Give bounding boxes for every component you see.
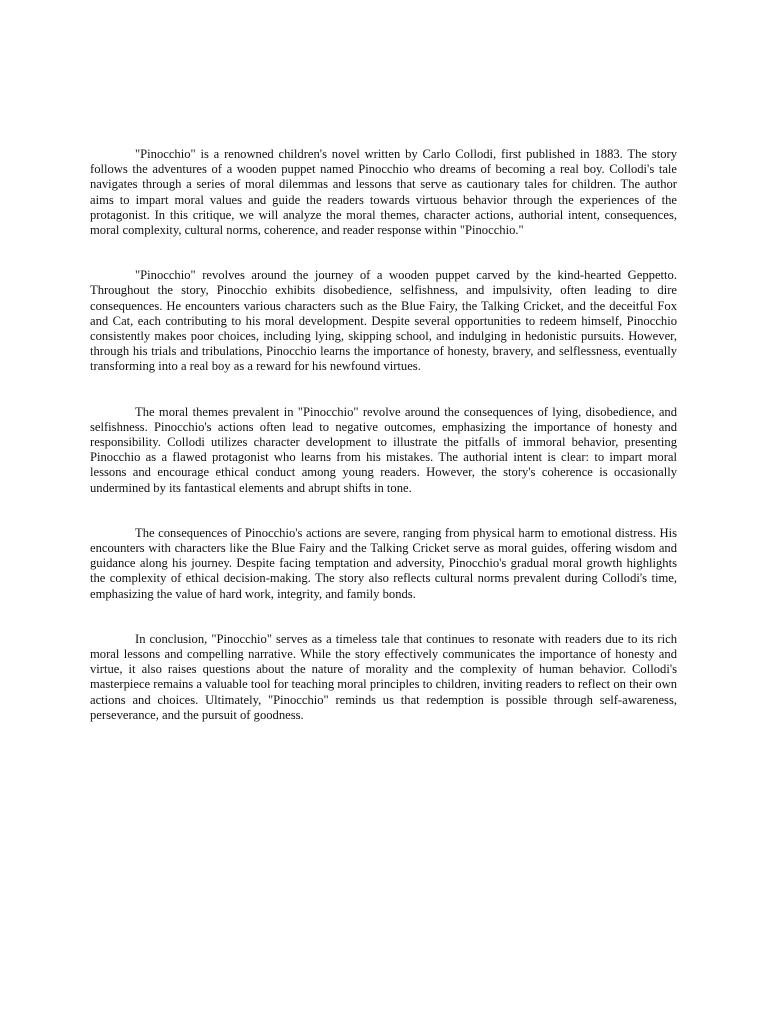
paragraph-consequences: The consequences of Pinocchio's actions are severe, ranging from physical harm to emotional distress. His encounters with characters like the Blue Fairy and the Talking Cricket serve as moral guides, offering wisdom and guidance along his journey. Despite facing temptation and adversity, Pinocchio's gradual moral growth highlights the complexity of ethical decision-making. The story also reflects cultural norms prevalent during Collodi's time, emphasizing the value of hard work, integrity, and family bonds.: [90, 525, 677, 601]
paragraph-introduction: "Pinocchio" is a renowned children's novel written by Carlo Collodi, first published in 1883. The story follows the adventures of a wooden puppet named Pinocchio who dreams of becoming a real boy. Collodi's tale navigates through a series of moral dilemmas and lessons that serve as cautionary tales for children. The author aims to impart moral values and guide the readers towards virtuous behavior through the experiences of the protagonist. In this critique, we will analyze the moral themes, character actions, authorial intent, consequences, moral complexity, cultural norms, coherence, and reader response within "Pinocchio.": [90, 147, 677, 238]
paragraph-conclusion: In conclusion, "Pinocchio" serves as a timeless tale that continues to resonate with readers due to its rich moral lessons and compelling narrative. While the story effectively communicates the importance of honesty and virtue, it also raises questions about the nature of morality and the complexity of human behavior. Collodi's masterpiece remains a valuable tool for teaching moral principles to children, inviting readers to reflect on their own actions and choices. Ultimately, "Pinocchio" reminds us that redemption is possible through self-awareness, perseverance, and the pursuit of goodness.: [90, 631, 677, 722]
paragraph-plot-summary: "Pinocchio" revolves around the journey of a wooden puppet carved by the kind-hearted Geppetto. Throughout the story, Pinocchio exhibits disobedience, selfishness, and impulsivity, often leading to dire consequences. He encounters various characters such as the Blue Fairy, the Talking Cricket, and the deceitful Fox and Cat, each contributing to his moral development. Despite several opportunities to redeem himself, Pinocchio consistently makes poor choices, including lying, skipping school, and indulging in hedonistic pursuits. However, through his trials and tribulations, Pinocchio learns the importance of honesty, bravery, and selflessness, eventually transforming into a real boy as a reward for his newfound virtues.: [90, 268, 677, 374]
paragraph-moral-themes: The moral themes prevalent in "Pinocchio" revolve around the consequences of lying, disobedience, and selfishness. Pinocchio's actions often lead to negative outcomes, emphasizing the importance of honesty and responsibility. Collodi utilizes character development to illustrate the pitfalls of immoral behavior, presenting Pinocchio as a flawed protagonist who learns from his mistakes. The authorial intent is clear: to impart moral lessons and encourage ethical conduct among young readers. However, the story's coherence is occasionally undermined by its fantastical elements and abrupt shifts in tone.: [90, 404, 677, 495]
document-body: [90, 147, 677, 723]
